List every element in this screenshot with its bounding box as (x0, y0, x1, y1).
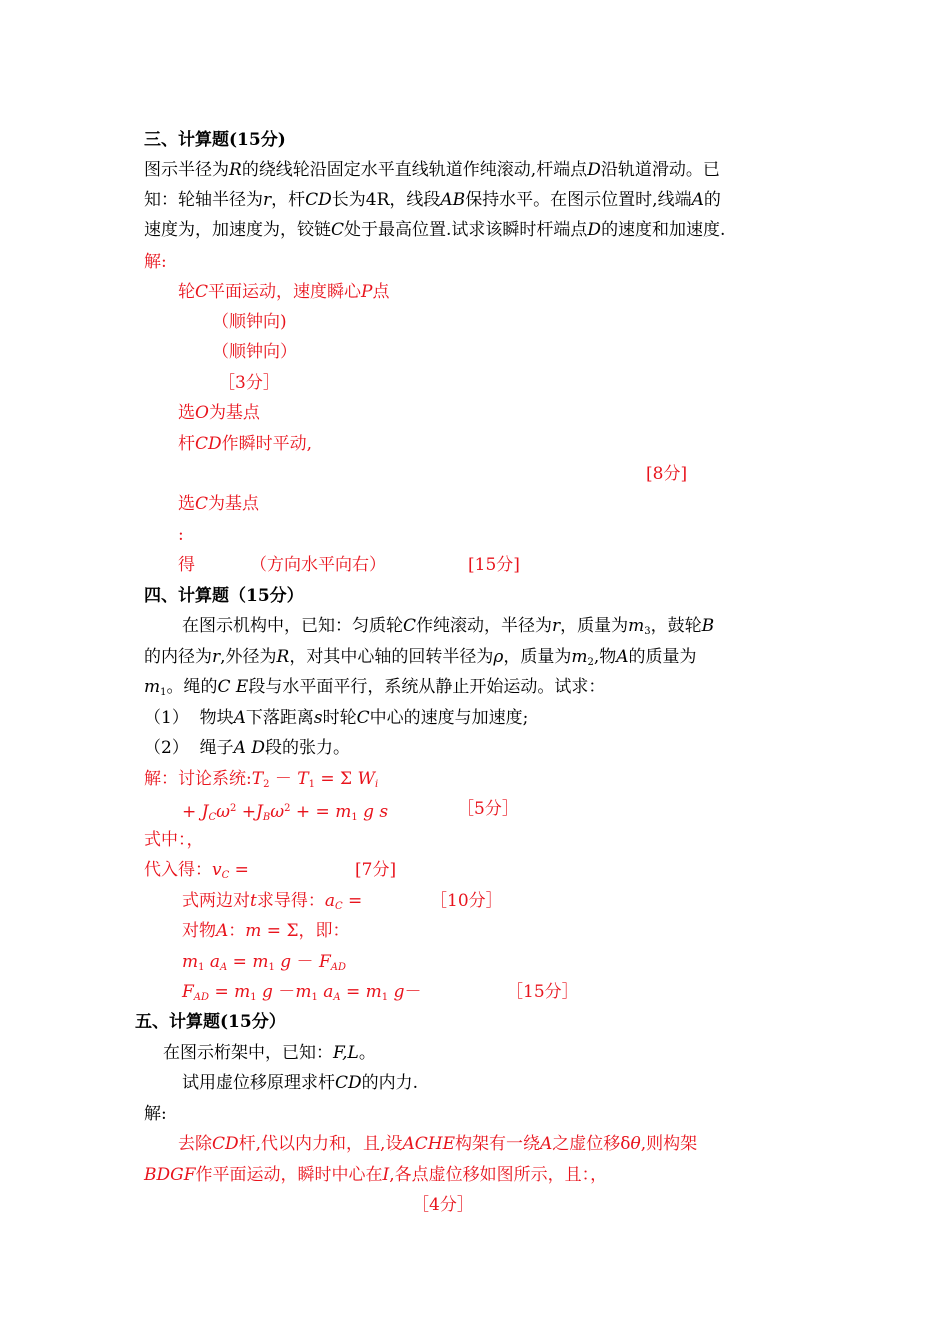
s3-problem-line-2: 知：轮轴半径为r，杆CD长为4R，线段AB保持水平。在图示位置时,线端A的 (144, 190, 721, 210)
s4-score-10: ［10分］ (430, 891, 503, 911)
s5-solution-label: 解: (144, 1104, 167, 1124)
s3-direction-note: （方向水平向右） (250, 555, 386, 575)
s3-answer-line-9: : (178, 525, 184, 545)
s4-solution-line-2: + $J_C\omega^2 +J_B\omega^2$ + = $m_1$ g s (182, 802, 389, 823)
s5-solution-line-1: 去除CD杆,代以内力和，且,设ACHE构架有一绕A之虚位移δθ,则构架 (178, 1134, 698, 1154)
s4-solution-line-4: 代入得：$v_C$ = (144, 860, 249, 881)
s4-problem-line-2: 的内径为r,外径为R，对其中心轴的回转半径为ρ，质量为$m_2$,物A的质量为 (144, 647, 697, 668)
s3-score-8: [8分] (646, 464, 688, 484)
s3-answer-line-6: 杆CD作瞬时平动, (178, 434, 313, 454)
s4-question-1: （1） 物块A下落距离s时轮C中心的速度与加速度; (144, 708, 529, 728)
section-4-heading: 四、计算题（15分） (144, 586, 304, 606)
s5-score-4: ［4分］ (412, 1195, 474, 1215)
s4-solution-line-5: 式两边对t求导得：$a_C$ = (182, 891, 363, 912)
s3-score-15: [15分] (468, 555, 520, 575)
s4-score-5: ［5分］ (457, 799, 519, 819)
s4-solution-line-6: 对物A：m = Σ，即： (182, 921, 350, 941)
s4-problem-line-1: 在图示机构中，已知：匀质轮C作纯滚动，半径为r，质量为$m_3$，鼓轮B (182, 616, 715, 637)
s3-problem-line-3: 速度为，加速度为，铰链C处于最高位置.试求该瞬时杆端点D的速度和加速度. (144, 220, 726, 240)
section-3-heading: 三、计算题(15分) (144, 130, 286, 150)
s3-answer-line-2: （顺钟向) (212, 312, 287, 332)
s5-problem-line-2: 试用虚位移原理求杆CD的内力. (182, 1073, 419, 1093)
s3-answer-line-1: 轮C平面运动，速度瞬心P点 (178, 282, 390, 302)
s5-solution-line-2: BDGF作平面运动，瞬时中心在I,各点虚位移如图所示，且：， (144, 1165, 608, 1185)
s5-problem-line-1: 在图示桁架中，已知：F,L。 (163, 1043, 376, 1063)
s4-solution-line-7: $m_1$ $a_A = m_1$ $g - F_{AD}$ (182, 952, 346, 973)
s4-score-7: [7分] (355, 860, 397, 880)
s3-problem-line-1: 图示半径为R的绕线轮沿固定水平直线轨道作纯滚动,杆端点D沿轨道滑动。已 (144, 160, 720, 180)
s4-score-15: ［15分］ (506, 982, 579, 1002)
s4-problem-line-3: $m_1$。绳的C E段与水平面平行，系统从静止开始运动。试求： (144, 677, 606, 698)
s4-solution-line-8: $F_{AD} = m_1$ $g -m_1$ $a_A = m_1$ g－ (182, 982, 422, 1003)
s3-answer-line-8: 选C为基点 (178, 494, 260, 514)
s3-score-3: ［3分］ (218, 373, 280, 393)
s4-solution-line-1: 解：讨论系统$:T_2 - T_1 = \Sigma$ $W_i$ (144, 769, 379, 790)
s3-answer-line-10: 得 (178, 555, 195, 575)
s3-answer-line-3: （顺钟向） (212, 342, 297, 362)
section-5-heading: 五、计算题(15分） (135, 1012, 286, 1032)
s3-answer-line-5: 选O为基点 (178, 403, 260, 423)
s3-solution-label: 解: (144, 252, 167, 272)
s4-question-2: （2） 绳子A D段的张力。 (144, 738, 350, 758)
s4-solution-line-3: 式中：， (144, 830, 204, 850)
